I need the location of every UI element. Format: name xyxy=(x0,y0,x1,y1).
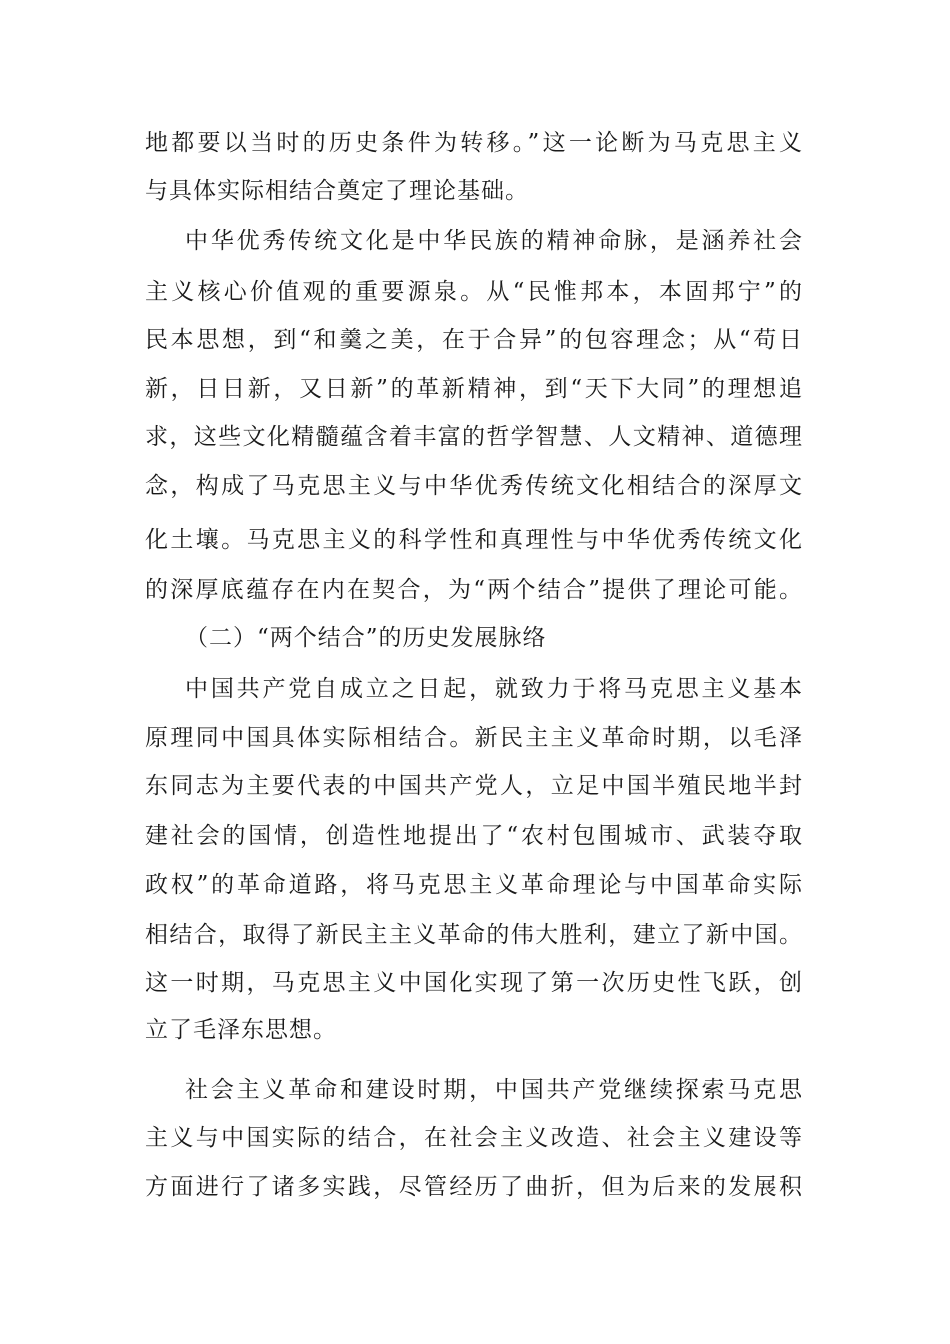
paragraph-line: 主义与中国实际的结合，在社会主义改造、社会主义建设等 xyxy=(145,1125,803,1151)
paragraph-line: 地都要以当时的历史条件为转移。”这一论断为马克思主义 xyxy=(145,130,803,156)
paragraph-line: 与具体实际相结合奠定了理论基础。 xyxy=(145,178,529,204)
paragraph-line: 社会主义革命和建设时期，中国共产党继续探索马克思 xyxy=(185,1077,803,1103)
paragraph-line: 化土壤。马克思主义的科学性和真理性与中华优秀传统文化 xyxy=(145,527,803,553)
paragraph-line: 这一时期，马克思主义中国化实现了第一次历史性飞跃，创 xyxy=(145,970,803,996)
paragraph-line: 主义核心价值观的重要源泉。从“民惟邦本，本固邦宁”的 xyxy=(145,279,803,305)
paragraph-line: 中国共产党自成立之日起，就致力于将马克思主义基本 xyxy=(185,676,803,702)
paragraph-line: 方面进行了诸多实践，尽管经历了曲折，但为后来的发展积 xyxy=(145,1174,803,1200)
paragraph-line: 新，日日新，又日新”的革新精神，到“天下大同”的理想追 xyxy=(145,376,803,402)
section-heading: （二）“两个结合”的历史发展脉络 xyxy=(185,625,547,651)
paragraph-line: 民本思想，到“和羹之美，在于合异”的包容理念；从“苟日 xyxy=(145,327,803,353)
paragraph-line: 东同志为主要代表的中国共产党人，立足中国半殖民地半封 xyxy=(145,773,803,799)
paragraph-line: 中华优秀传统文化是中华民族的精神命脉，是涵养社会 xyxy=(185,228,803,254)
paragraph-line: 的深厚底蕴存在内在契合，为“两个结合”提供了理论可能。 xyxy=(145,577,803,603)
paragraph-line: 原理同中国具体实际相结合。新民主主义革命时期，以毛泽 xyxy=(145,725,803,751)
paragraph-line: 立了毛泽东思想。 xyxy=(145,1017,337,1043)
paragraph-line: 念，构成了马克思主义与中华优秀传统文化相结合的深厚文 xyxy=(145,473,803,499)
paragraph-line: 建社会的国情，创造性地提出了“农村包围城市、武装夺取 xyxy=(145,823,803,849)
paragraph-line: 政权”的革命道路，将马克思主义革命理论与中国革命实际 xyxy=(145,872,803,898)
paragraph-line: 求，这些文化精髓蕴含着丰富的哲学智慧、人文精神、道德理 xyxy=(145,424,803,450)
paragraph-line: 相结合，取得了新民主主义革命的伟大胜利，建立了新中国。 xyxy=(145,922,803,948)
